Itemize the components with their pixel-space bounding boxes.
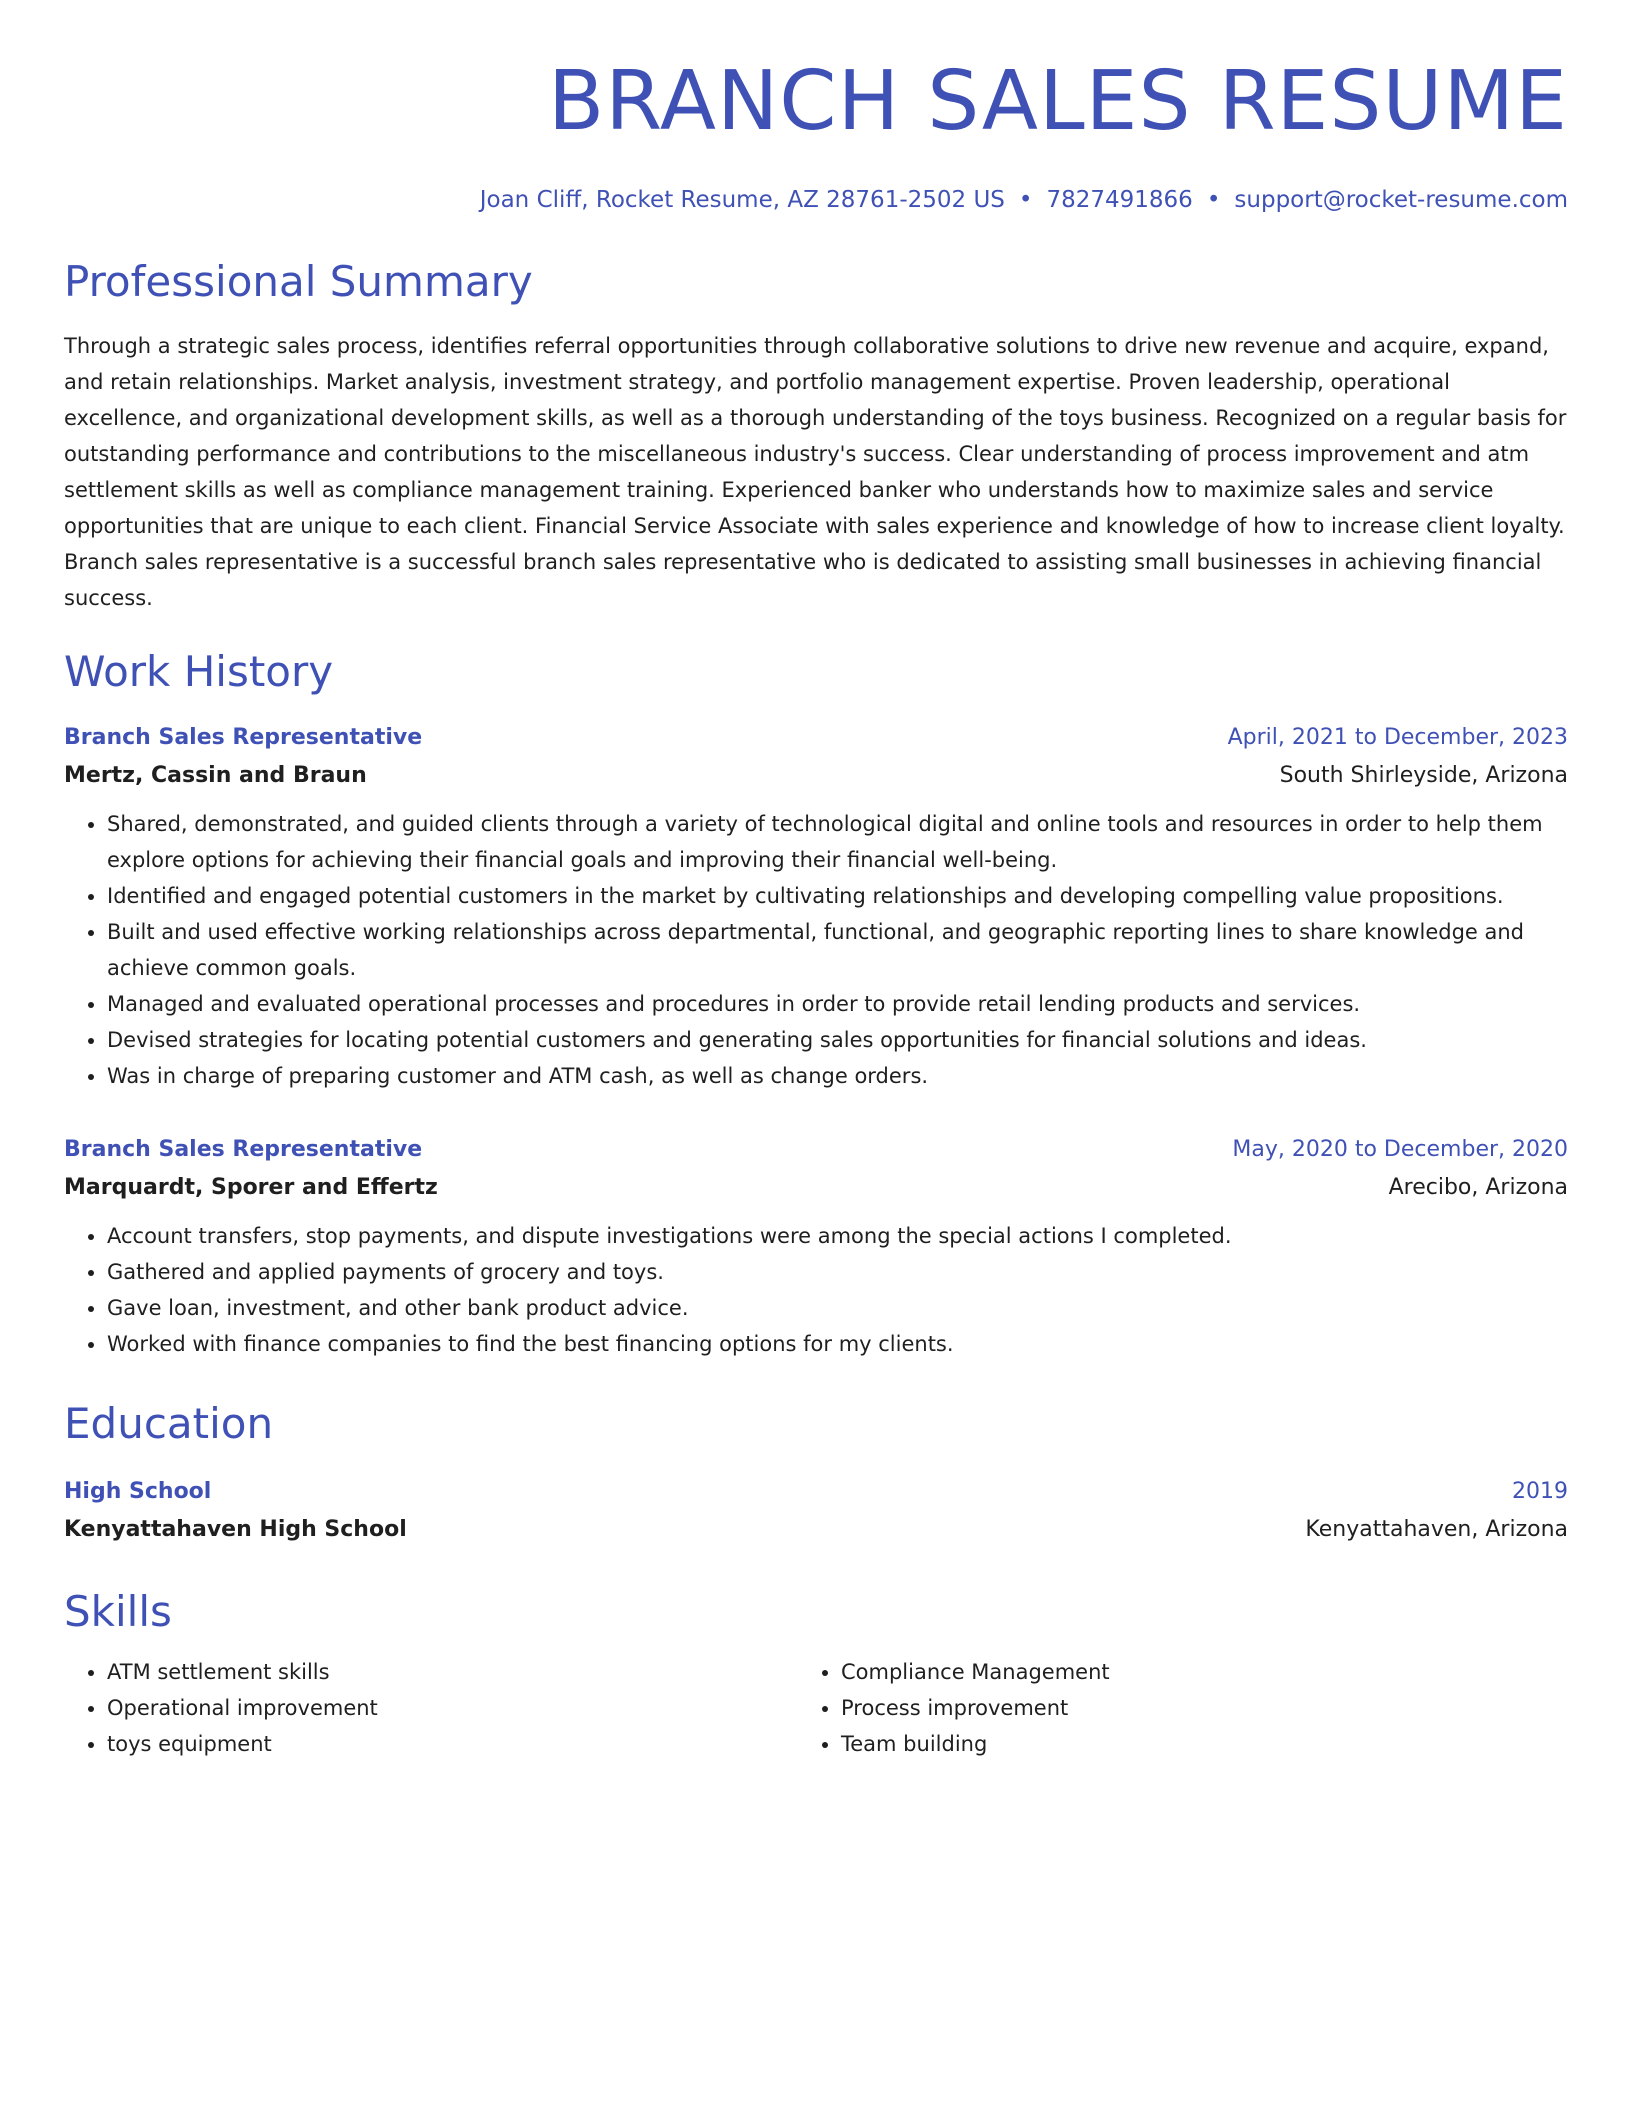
job-title: Branch Sales Representative <box>64 725 423 750</box>
job-company: Marquardt, Sporer and Effertz <box>64 1175 438 1200</box>
job-bullet: • Gathered and applied payments of grocery and toys. <box>107 1254 1568 1290</box>
skill-item: • ATM settlement skills <box>107 1654 798 1690</box>
job-title: Branch Sales Representative <box>64 1137 423 1162</box>
job-bullet: • Gave loan, investment, and other bank product advice. <box>107 1290 1568 1326</box>
contact-email: support@rocket-resume.com <box>1234 187 1568 213</box>
job-bullet: • Worked with finance companies to find the best financing options for my clients. <box>107 1326 1568 1362</box>
contact-address: Joan Cliff, Rocket Resume, AZ 28761-2502 US <box>479 187 1005 213</box>
job-location: Arecibo, Arizona <box>1388 1175 1568 1200</box>
job-header-row <box>64 1132 1568 1168</box>
contact-separator: • <box>1206 187 1221 213</box>
job-bullet: • Account transfers, stop payments, and dispute investigations were among the special actions I completed. <box>107 1218 1568 1254</box>
education-degree: High School <box>64 1479 212 1504</box>
job-bullets <box>64 1218 1568 1362</box>
job-header-row <box>64 720 1568 756</box>
job-dates: April, 2021 to December, 2023 <box>1227 725 1568 750</box>
job-location: South Shirleyside, Arizona <box>1279 763 1568 788</box>
skills-heading: Skills <box>64 1587 172 1636</box>
job-company: Mertz, Cassin and Braun <box>64 763 367 788</box>
contact-phone: 7827491866 <box>1046 187 1193 213</box>
job-dates: May, 2020 to December, 2020 <box>1232 1137 1568 1162</box>
summary-text: Through a strategic sales process, identifies referral opportunities through collaborative solutions to drive new revenue and acquire, expand, and retain relationships. Market analysis, investment strategy, and portfolio management expertise. Proven leadership, operational excellence, and organizational development skills, as well as a thorough understanding of the toys business. Recognized on a regular basis for outstanding performance and contributions to the miscellaneous industry's success. Clear understanding of process improvement and atm settlement skills as well as compliance management training. Experienced banker who understands how to maximize sales and service opportunities that are unique to each client. Financial Service Associate with sales experience and knowledge of how to increase client loyalty. Branch sales representative is a successful branch sales representative who is dedicated to assisting small businesses in achieving financial success. <box>64 334 1567 610</box>
skills-grid <box>64 1654 1568 1762</box>
skill-item: • Compliance Management <box>841 1654 1532 1690</box>
job-company-row <box>64 1168 1568 1208</box>
job-bullet: • Was in charge of preparing customer and ATM cash, as well as change orders. <box>107 1058 1568 1094</box>
job-bullet: • Devised strategies for locating potential customers and generating sales opportunities for financial solutions and ideas. <box>107 1022 1568 1058</box>
job-bullet: • Managed and evaluated operational processes and procedures in order to provide retail lending products and services. <box>107 986 1568 1022</box>
job-entry <box>64 720 1568 1094</box>
education-location: Kenyattahaven, Arizona <box>1305 1517 1568 1542</box>
job-entry <box>64 1132 1568 1362</box>
education-school-row <box>64 1510 1568 1550</box>
skill-item: • Process improvement <box>841 1690 1532 1726</box>
job-bullet: • Identified and engaged potential customers in the market by cultivating relationships and developing compelling value propositions. <box>107 878 1568 914</box>
resume-title: BRANCH SALES RESUME <box>547 54 1568 149</box>
education-header-row <box>64 1474 1568 1510</box>
education-entry <box>64 1474 1568 1550</box>
job-bullet: • Built and used effective working relationships across departmental, functional, and geographic reporting lines to share knowledge and achieve common goals. <box>107 914 1568 986</box>
education-heading: Education <box>64 1399 274 1448</box>
job-bullet: • Shared, demonstrated, and guided clients through a variety of technological digital and online tools and resources in order to help them explore options for achieving their financial goals and improving their financial well-being. <box>107 806 1568 878</box>
skills-column-left <box>64 1654 798 1762</box>
contact-line <box>64 184 1568 216</box>
education-school: Kenyattahaven High School <box>64 1517 407 1542</box>
skill-item: • Operational improvement <box>107 1690 798 1726</box>
summary-heading: Professional Summary <box>64 257 533 306</box>
work-history-heading: Work History <box>64 647 334 696</box>
education-year: 2019 <box>1512 1479 1568 1504</box>
skill-item: • toys equipment <box>107 1726 798 1762</box>
job-company-row <box>64 756 1568 796</box>
contact-separator: • <box>1018 187 1033 213</box>
skill-item: • Team building <box>841 1726 1532 1762</box>
job-bullets <box>64 806 1568 1094</box>
skills-column-right <box>798 1654 1532 1762</box>
